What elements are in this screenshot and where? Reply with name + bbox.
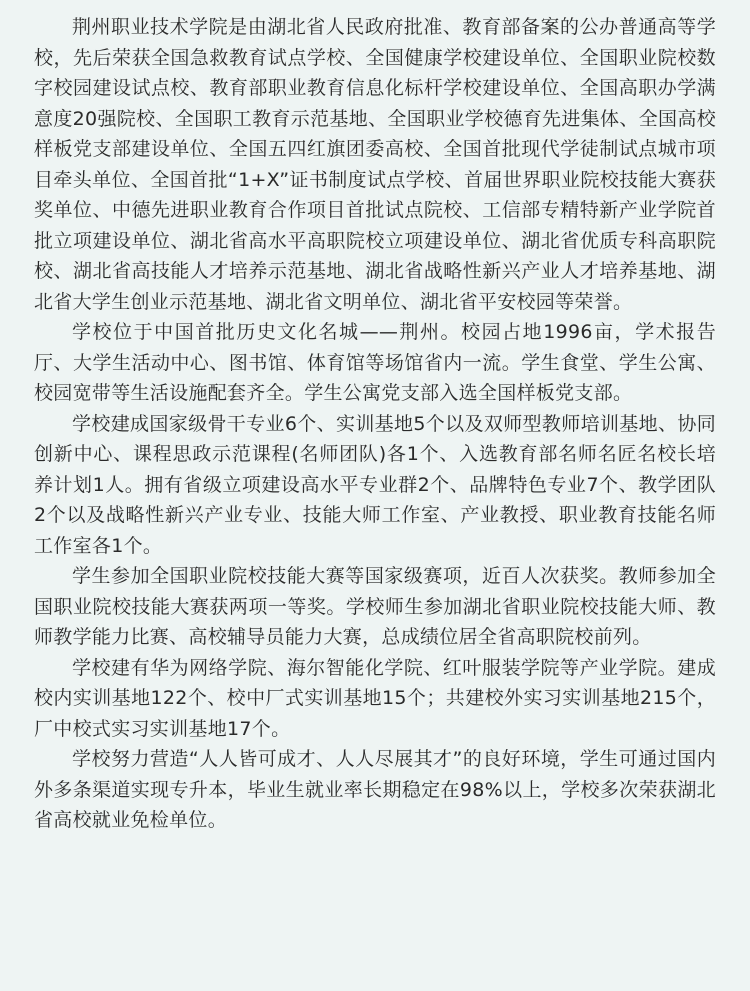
paragraph-competitions: 学生参加全国职业院校技能大赛等国家级赛项，近百人次获奖。教师参加全国职业院校技能大赛获两项一等奖。学校师生参加湖北省职业院校技能大师、教师教学能力比赛、高校辅导员能力大赛，总成绩位居全省高职院校前列。	[34, 565, 716, 648]
paragraph-campus: 学校位于中国首批历史文化名城——荆州。校园占地1996亩，学术报告厅、大学生活动中心、图书馆、体育馆等场馆省内一流。学生食堂、学生公寓、校园宽带等生活设施配套齐全。学生公寓党支部入选全国样板党支部。	[34, 321, 716, 404]
paragraph-industry-colleges: 学校建有华为网络学院、海尔智能化学院、红叶服装学院等产业学院。建成校内实训基地122个、校中厂式实训基地15个；共建校外实习实训基地215个，厂中校式实习实训基地17个。	[34, 656, 716, 740]
paragraph-employment: 学校努力营造“人人皆可成才、人人尽展其才”的良好环境，学生可通过国内外多条渠道实现专升本，毕业生就业率长期稳定在98%以上，学校多次荣获湖北省高校就业免检单位。	[34, 748, 716, 831]
paragraph-majors: 学校建成国家级骨干专业6个、实训基地5个以及双师型教师培训基地、协同创新中心、课程思政示范课程(名师团队)各1个、入选教育部名师名匠名校长培养计划1人。拥有省级立项建设高水平专业群2个、品牌特色专业7个、教学团队2个以及战略性新兴产业专业、技能大师工作室、产业教授、职业教育技能名师工作室各1个。	[34, 412, 716, 557]
paragraph-honors: 荆州职业技术学院是由湖北省人民政府批准、教育部备案的公办普通高等学校，先后荣获全国急救教育试点学校、全国健康学校建设单位、全国职业院校数字校园建设试点校、教育部职业教育信息化标杆学校建设单位、全国高职办学满意度20强院校、全国职工教育示范基地、全国职业学校德育先进集体、全国高校样板党支部建设单位、全国五四红旗团委高校、全国首批现代学徒制试点城市项目牵头单位、全国首批“1+X”证书制度试点学校、首届世界职业院校技能大赛获奖单位、中德先进职业教育合作项目首批试点院校、工信部专精特新产业学院首批立项建设单位、湖北省高水平高职院校立项建设单位、湖北省优质专科高职院校、湖北省高技能人才培养示范基地、湖北省战略性新兴产业人才培养基地、湖北省大学生创业示范基地、湖北省文明单位、湖北省平安校园等荣誉。	[34, 16, 716, 313]
